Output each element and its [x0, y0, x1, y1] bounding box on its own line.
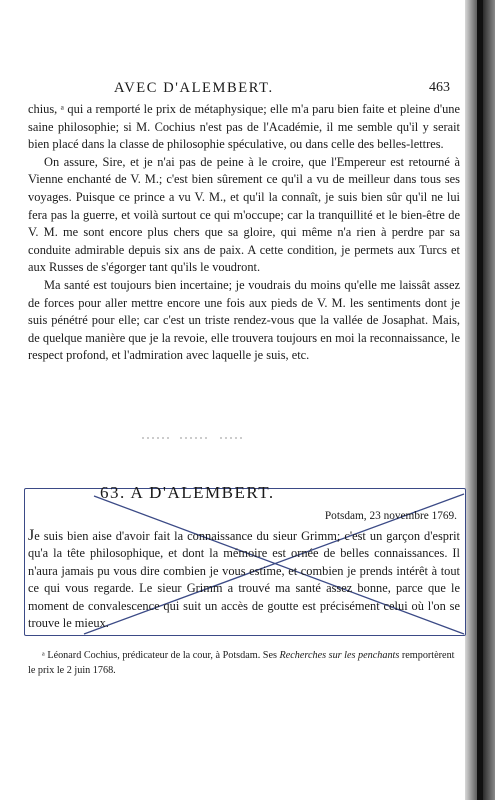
letter-paragraph [28, 527, 460, 632]
letter-body [28, 527, 460, 632]
footnote-paragraph [28, 648, 460, 678]
running-title: AVEC D'ALEMBERT. [114, 80, 274, 96]
footnote [28, 648, 460, 678]
footnote-marker: ᵃ [42, 650, 45, 661]
body-paragraph: chius, ᵃ qui a remporté le prix de métaphysique; elle m'a paru bien faite et pleine d'une saine philosophie; si M. Cochius n'est pas de l'Académie, il me semble qu'il y serait bien placé dans la classe de philosophie spéculative, ou dans celle des belles-lettres. [28, 102, 460, 152]
footnote-text-end: remportèrent le prix le 2 juin 1768. [28, 650, 455, 676]
page-number: 463 [429, 80, 450, 95]
letter-dateline: Potsdam, 23 novembre 1769. [324, 510, 457, 522]
body-text [28, 101, 460, 365]
drop-cap: J [28, 527, 35, 544]
letter-title: 63. A D'ALEMBERT. [100, 483, 275, 502]
letter-text: e suis bien aise d'avoir fait la connaissance du sieur Grimm; c'est un garçon d'esprit qu'a la tête philosophique, et dont la mémoire est ornée de belles connaissances. Il n'aura jamais pu vous dire combien je vous estime, et combien je prends intérêt à tout ce qui vous regarde. Le sieur Grimm a trouvé ma santé assez bonne, parce que le moment de convalescence qui suit un accès de goutte est précisément celui où l'on se trouve le mieux. [28, 529, 460, 631]
scan-edge-shadow [477, 0, 483, 800]
body-paragraph: Ma santé est toujours bien incertaine; je voudrais du moins qu'elle me laissât assez de forces pour aller mettre encore une fois aux pieds de V. M. les sentiments dont je suis pénétré pour elle; car c'est un triste rendez-vous que la vallée de Josaphat. Mais, de quelque manière que je la revoie, elle trouvera toujours en moi la reconnaissance, le respect profond, et l'admiration avec laquelle je suis, etc. [28, 277, 460, 363]
body-paragraph: On assure, Sire, et je n'ai pas de peine à le croire, que l'Empereur est retourné à Vienne enchanté de V. M.; c'est bien sûrement ce qu'il a vu de meilleur dans tous ses voyages. Puisque ce prince a vu V. M., et qu'il la connaît, je suis bien sûr qu'il ne lui fera pas la guerre, et voilà surtout ce qui m'occupe; car la tranquillité et le bien-être de V. M. me sont encore plus chers que sa gloire, qui même n'a rien à perdre par sa conduite admirable depuis six ans de paix. A cette condition, je permets aux Turcs et aux Russes de s'égorger tant qu'ils le voudront. [28, 154, 460, 275]
section-ornament [140, 434, 245, 442]
footnote-title: Recherches sur les penchants [279, 650, 400, 661]
page-header [30, 80, 450, 98]
footnote-text: Léonard Cochius, prédicateur de la cour, à Potsdam. Ses [47, 650, 280, 661]
